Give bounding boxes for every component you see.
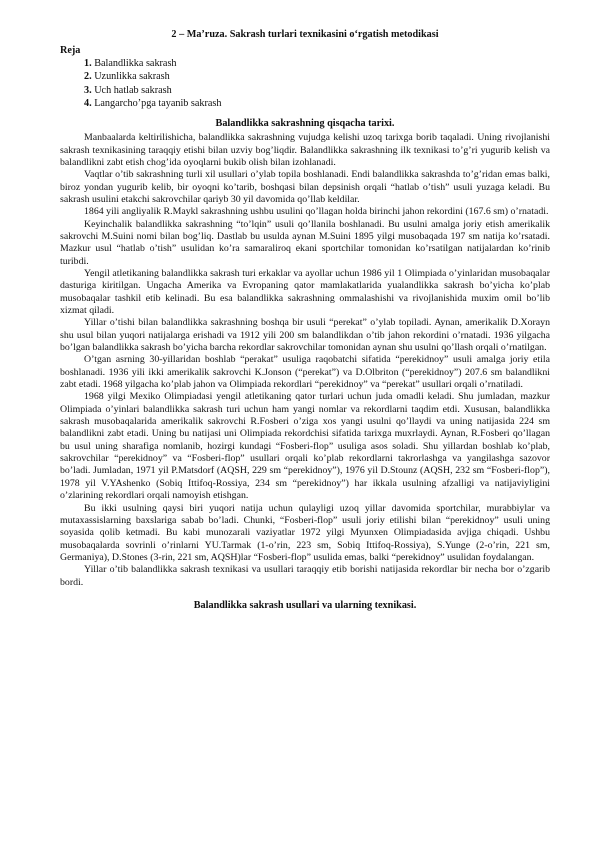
plan-label: Reja bbox=[60, 45, 81, 56]
document-title: 2 – Ma’ruza. Sakrash turlari texnikasini o‘rgatish metodikasi bbox=[171, 29, 439, 40]
plan-item-number: 4. bbox=[84, 97, 92, 109]
paragraph: Manbaalarda keltirilishicha, balandlikka sakrashning vujudga kelishi uzoq tarixga borib taqaladi. Uning rivojlanishi sakrash texnikasining taraqqiy etishi bilan uzviy bog’liqdir. Balandlikka sakrashning ilk texnikasi to’g’ri yugurib kelish va balandlikni zabt etish chog’ida oyoqlarni bukib olish bilan izohlanadi. bbox=[60, 132, 550, 168]
paragraph: Bu ikki usulning qaysi biri yuqori natija uchun qulayligi uzoq yillar davomida sportchilar, murabbiylar va mutaxassislarning baxslariga sabab bo’ladi. Chunki, “Fosberi-flop” usuli joriy etilishi bilan “perekidnoy” usuli uning soyasida qolib ketmadi. Bu kabi munozarali vaziyatlar 1972 yilgi Myunxen Olimpiadasida avjiga chiqadi. Ushbu musobaqalarda sovrinli o’rinlarni YU.Tarmak (1-o’rin, 223 sm, Sobiq Ittifoq-Rossiya), S.Yunge (2-o’rin, 221 sm, Germaniya), D.Stones (3-rin, 221 sm, AQSH)lar “Fosberi-flop” usulida emas, balki “perekidnoy” usulidan foydalangan. bbox=[60, 502, 550, 563]
plan-item bbox=[84, 84, 550, 97]
plan-item-text: Balandlikka sakrash bbox=[91, 58, 177, 69]
plan-item-text: Uzunlikka sakrash bbox=[91, 71, 170, 83]
section-heading-history: Balandlikka sakrashning qisqacha tarixi. bbox=[215, 118, 395, 130]
plan-item bbox=[84, 57, 550, 70]
paragraph: 1864 yili angliyalik R.Maykl sakrashning ushbu usulini qo’llagan holda birinchi jahon rekordini (167.6 sm) o’rnatadi. bbox=[84, 206, 549, 218]
paragraph: Yillar o’tib balandlikka sakrash texnikasi va usullari taraqqiy etib borishi natijasida rekordlar bir necha bor o’zgarib bordi. bbox=[60, 564, 550, 588]
paragraph: Keyinchalik balandlikka sakrashning “to’lqin” usuli qo’llanila boshlanadi. Bu usulni amalga joriy etish amerikalik sakrovchi M.Suini nomi bilan bog’liq. Dastlab bu usulda aynan M.Suini 1895 yilgi musobaqada 197 sm natija ko’rsatadi. Mazkur usul “hatlab o’tish” usulidan ko’ra samaraliroq ekani sportchilar tomonidan ko’rsatilgan natijalardan ko’rinib turibdi. bbox=[60, 218, 550, 267]
plan-item-number: 1. bbox=[84, 58, 92, 69]
plan-item-number: 3. bbox=[84, 84, 92, 96]
plan-item bbox=[84, 97, 550, 110]
paragraph: 1968 yilgi Mexiko Olimpiadasi yengil atletikaning qator turlari uchun juda omadli keladi. Shu jumladan, mazkur Olimpiada o’yinlari balandlikka sakrash turi uchun ham yangi nomlar va rekordlarni taqdim etdi. Xususan, balandlikka sakrash musobaqalarida amerikalik sakrovchi R.Fosberi o’ziga xos yangi usulni qo’llaydi va uning natijasida 224 sm balandlikni zabt etadi. Uning bu natijasi uni Olimpiada rekordchisi sifatida tarixga muxrlaydi. Aynan, R.Fosberi qo’llagan bu usul uning sharafiga nomlanib, hozirgi kundagi “Fosberi-flop” usuliga asos soladi. Shu yillardan boshlab ko’plab, sakrovchilar “perekidnoy” va “Fosberi-flop” usullari orqali ko’plab rekordlarni takrorlashga va yangilashga sazovor bo’ladi. Jumladan, 1971 yil P.Matsdorf (AQSH, 229 sm “perekidnoy”), 1976 yil D.Stounz (AQSH, 232 sm “Fosberi-flop”), 1978 yil V.YAshenko (Sobiq Ittifoq-Rossiya, 234 sm “perekidnoy”) har ikkala usulning afzalligi va natijaviyligini o’zlarining rekordlari orqali namoyish etishgan. bbox=[60, 391, 550, 502]
plan-list bbox=[60, 57, 550, 110]
plan-item-number: 2. bbox=[84, 71, 92, 83]
paragraph: O’tgan asrning 30-yillaridan boshlab “perakat” usuliga raqobatchi sifatida “perekidnoy” usuli amalga joriy etila boshlanadi. 1936 yili ikki amerikalik sakrovchi K.Jonson (“perekat”) va D.Olbriton (“perekidnoy”) 207.6 sm balandlikni zabt etadi. 1968 yilgacha ko’plab jahon va Olimpiada rekordlari “perekidnoy” va “perekat” usullari orqali o’rnatiladi. bbox=[60, 354, 550, 391]
plan-item-text: Uch hatlab sakrash bbox=[91, 84, 172, 96]
plan-item bbox=[84, 70, 550, 83]
plan-item-text: Langarcho’pga tayanib sakrash bbox=[91, 97, 222, 109]
section-heading-techniques: Balandlikka sakrash usullari va ularning texnikasi. bbox=[193, 599, 417, 611]
paragraph: Yillar o’tishi bilan balandlikka sakrashning boshqa bir usuli “perekat” o’ylab topiladi. Aynan, amerikalik D.Xorayn shu usul bilan yuqori natijalarga erishadi va 1912 yili 200 sm balandlikdan o’tib jahon rekordini o’rnatadi. 1936 yilgacha bo’lgan balandlikka sakrash bo’yicha barcha rekordlar sakrovchilar tomonidan aynan shu usulni qo’llash orqali o’rnatilgan. bbox=[60, 317, 550, 354]
paragraph: Yengil atletikaning balandlikka sakrash turi erkaklar va ayollar uchun 1986 yil 1 Olimpiada o’yinlaridan musobaqalar dasturiga kiritilgan. Ungacha Amerika va Evropaning qator mamlakatlarida yualandlikka sakrash bo’yicha ko’plab musobaqalar tashkil etib kelinadi. Bu esa balandlikka sakrashning ommalashishi va rivojlanishida muxim omil bo’lib xizmat qiladi. bbox=[60, 267, 550, 316]
paragraph: Vaqtlar o’tib sakrashning turli xil usullari o’ylab topila boshlanadi. Endi balandlikka sakrashda to’g’ridan emas balki, biroz yondan yugurib kelib, bir oyoqni ko’tarib, boshqasi bilan depsinish orqali “hatlab o’tish” usuli yuzaga keladi. Bu sakrash usulini etakchi sakrovchilar qariyb 30 yil davomida qo’llab keldilar. bbox=[60, 169, 550, 205]
